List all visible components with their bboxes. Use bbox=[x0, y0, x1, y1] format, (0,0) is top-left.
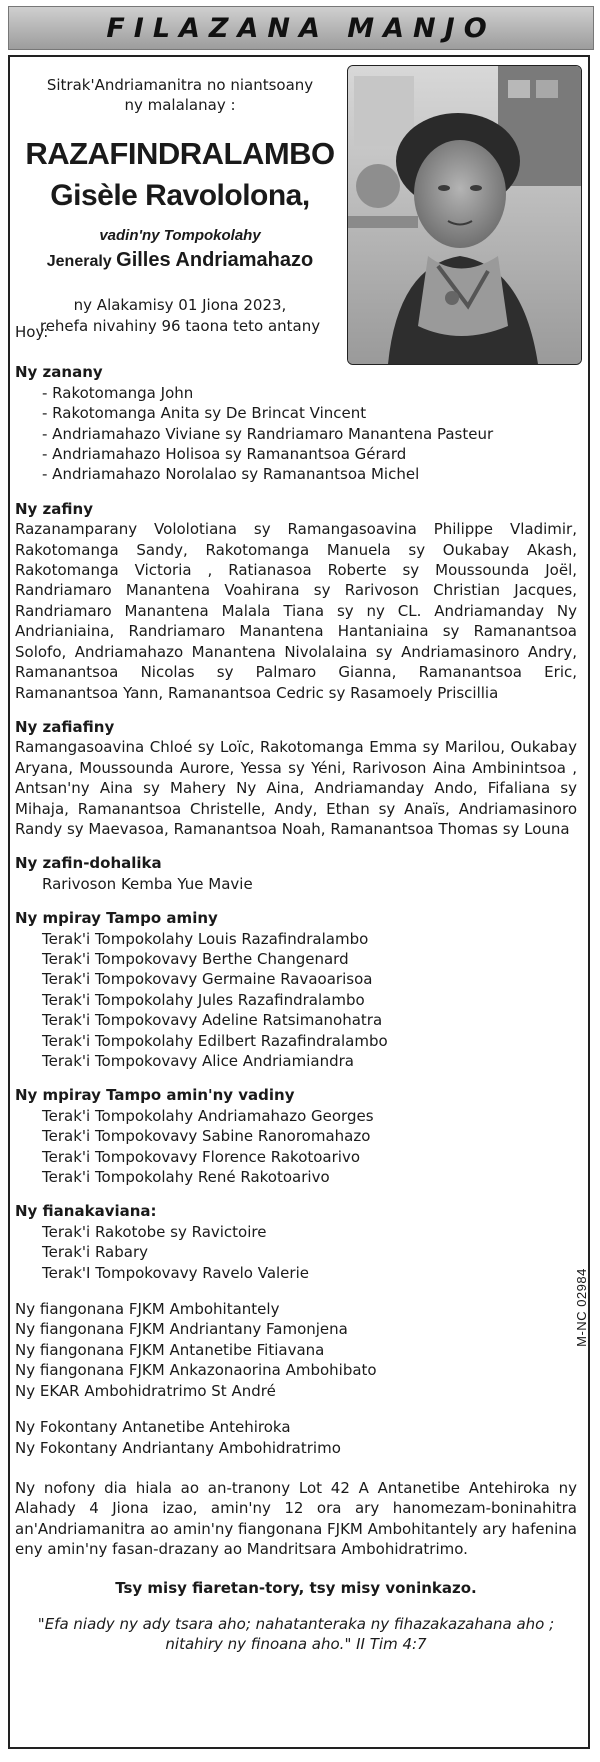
list-item: Ny Fokontany Andriantany Ambohidratrimo bbox=[15, 1438, 341, 1457]
list-item: Terak'i Tompokolahy Jules Razafindralambo bbox=[42, 990, 365, 1009]
spouse-name: Gilles Andriamahazo bbox=[116, 249, 314, 271]
section-mpiray-tampo-vadiny bbox=[15, 1085, 577, 1187]
funeral-details: Ny nofony dia hiala ao an-tranony Lot 42 A Antanetibe Antehiroka ny Alahady 4 Jiona izao, amin'ny 12 ora ary hanomezam-boninahitra an'Andriamanitra ao amin'ny fiangonana FJKM Ambohitantely ary hafenina eny amin'ny fasan-drazany ao Mandritsara Ambohidratrimo. bbox=[15, 1478, 577, 1559]
list-item: Ny Fokontany Antanetibe Antehiroka bbox=[15, 1418, 291, 1437]
list-item: Terak'i Tompokovavy Adeline Ratsimanohatra bbox=[42, 1011, 383, 1030]
list-item: Terak'i Tompokovavy Germaine Ravaoarisoa bbox=[42, 970, 373, 989]
list-item: - Andriamahazo Holisoa sy Ramanantsoa Gérard bbox=[42, 445, 407, 464]
list-item: Terak'i Tompokolahy Edilbert Razafindralambo bbox=[42, 1031, 388, 1050]
church-list bbox=[15, 1299, 577, 1401]
list-item: Terak'i Tompokolahy René Rakotoarivo bbox=[42, 1168, 330, 1187]
list-item: Terak'i Tompokovavy Alice Andriamiandra bbox=[42, 1052, 354, 1070]
obituary-body bbox=[15, 322, 577, 1655]
section-zafin-dohalika bbox=[15, 853, 577, 894]
portrait-photo bbox=[347, 65, 582, 365]
section-fianakaviana bbox=[15, 1201, 577, 1283]
intro-line: Sitrak'Andriamanitra no niantsoany bbox=[46, 76, 314, 94]
list-item: Terak'i Tompokovavy Sabine Ranoromahazo bbox=[42, 1127, 371, 1146]
spouse-rank: Jeneraly bbox=[46, 253, 112, 270]
quote-line: nitahiry ny finoana aho." II Tim 4:7 bbox=[165, 1635, 427, 1654]
intro-line: ny malalanay : bbox=[124, 96, 236, 114]
section-title: Ny zafiny bbox=[15, 499, 93, 518]
spouse-intro: vadin'ny Tompokolahy bbox=[99, 227, 261, 244]
list-item: Terak'I Tompokovavy Ravelo Valerie bbox=[42, 1263, 309, 1282]
section-title: Ny mpiray Tampo aminy bbox=[15, 909, 218, 928]
list-item: Terak'i Tompokolahy Louis Razafindralambo bbox=[42, 929, 369, 948]
banner-title: FILAZANA MANJO bbox=[106, 12, 496, 44]
list-item: - Rakotomanga John bbox=[42, 383, 194, 402]
section-title: Ny zanany bbox=[15, 363, 103, 382]
date-line: ny Alakamisy 01 Jiona 2023, bbox=[73, 296, 287, 314]
header-banner bbox=[8, 6, 594, 50]
list-item: Rarivoson Kemba Yue Mavie bbox=[42, 874, 253, 893]
obituary-frame bbox=[8, 55, 590, 1749]
bible-quote bbox=[15, 1614, 577, 1655]
fokontany-list bbox=[15, 1417, 577, 1458]
deceased-given-names: Gisèle Ravololona, bbox=[50, 179, 310, 212]
reference-code bbox=[566, 1252, 596, 1362]
deceased-surname: RAZAFINDRALAMBO bbox=[25, 136, 335, 171]
list-item: - Andriamahazo Norolalao sy Ramanantsoa Michel bbox=[42, 465, 420, 484]
section-paragraph: Ramangasoavina Chloé sy Loïc, Rakotomanga Emma sy Marilou, Oukabay Aryana, Moussounda Aurore, Yessa sy Yéni, Rarivoson Aina Ambinintsoa , Antsan'ny Aina sy Mahery Ny Aina, Andriamanday Ando, Fifaliana sy Mihaja, Ramanantsoa Christelle, Andy, Ethan sy Anaïs, Andriamasinoro Randy sy Maevasoa, Ramanantsoa Noah, Ramanantsoa Thomas sy Louna bbox=[15, 738, 577, 838]
list-item: Ny EKAR Ambohidratrimo St André bbox=[15, 1381, 276, 1400]
list-item: - Andriamahazo Viviane sy Randriamaro Manantena Pasteur bbox=[42, 424, 494, 443]
section-zafiny bbox=[15, 499, 577, 703]
section-title: Ny zafiafiny bbox=[15, 717, 115, 736]
closing-note: Tsy misy fiaretan-tory, tsy misy voninkazo. bbox=[115, 1578, 477, 1597]
section-title: Ny fianakaviana: bbox=[15, 1202, 157, 1221]
reference-text: M-NC 02984 bbox=[573, 1267, 589, 1347]
quote-line: "Efa niady ny ady tsara aho; nahatanteraka ny fihazakazahana aho ; bbox=[37, 1614, 555, 1633]
list-item: Ny fiangonana FJKM Andriantany Famonjena bbox=[15, 1320, 348, 1339]
list-item: Terak'i Tompokolahy Andriamahazo Georges bbox=[42, 1106, 374, 1125]
section-title: Ny zafin-dohalika bbox=[15, 854, 162, 873]
section-title: Ny mpiray Tampo amin'ny vadiny bbox=[15, 1086, 295, 1105]
intro-text bbox=[20, 75, 340, 115]
list-item: Terak'i Rabary bbox=[42, 1243, 148, 1262]
list-item: Ny fiangonana FJKM Ambohitantely bbox=[15, 1300, 280, 1319]
hoy-label: Hoy: bbox=[15, 323, 49, 341]
list-item: - Rakotomanga Anita sy De Brincat Vincent bbox=[42, 404, 367, 423]
list-item: Terak'i Tompokovavy Florence Rakotoarivo bbox=[42, 1147, 361, 1166]
list-item: Terak'i Tompokovavy Berthe Changenard bbox=[42, 949, 349, 968]
portrait-image bbox=[348, 66, 581, 364]
list-item: Ny fiangonana FJKM Ankazonaorina Ambohibato bbox=[15, 1361, 377, 1380]
section-mpiray-tampo bbox=[15, 908, 577, 1071]
list-item: Ny fiangonana FJKM Antanetibe Fitiavana bbox=[15, 1340, 325, 1359]
section-zanany bbox=[15, 362, 577, 484]
section-zafiafiny bbox=[15, 717, 577, 839]
spouse-line bbox=[20, 248, 340, 274]
list-item: Terak'i Rakotobe sy Ravictoire bbox=[42, 1222, 267, 1241]
date-line: rehefa nivahiny 96 taona teto antany bbox=[39, 317, 321, 335]
section-paragraph: Razanamparany Vololotiana sy Ramangasoavina Philippe Vladimir, Rakotomanga Sandy, Rakotomanga Manuela sy Oukabay Akash, Rakotomanga Victoria , Ratianasoa Roberte sy Moussounda Joël, Randriamaro Manantena Voahirana sy Rarivoson Christian Jacques, Randriamaro Manantena Malala Tiana sy ny CL. Andriamanday Ny Andrianiaina, Randriamaro Manantena Hantaniaina sy Ramanantsoa Solofo, Andriamahazo Manantena Nivolalaina sy Andriamasinoro Andry, Ramanantsoa Nicolas sy Palmaro Gianna, Ramanantsoa Eric, Ramanantsoa Yann, Ramanantsoa Cedric sy Rasamoely Priscillia bbox=[15, 520, 577, 702]
